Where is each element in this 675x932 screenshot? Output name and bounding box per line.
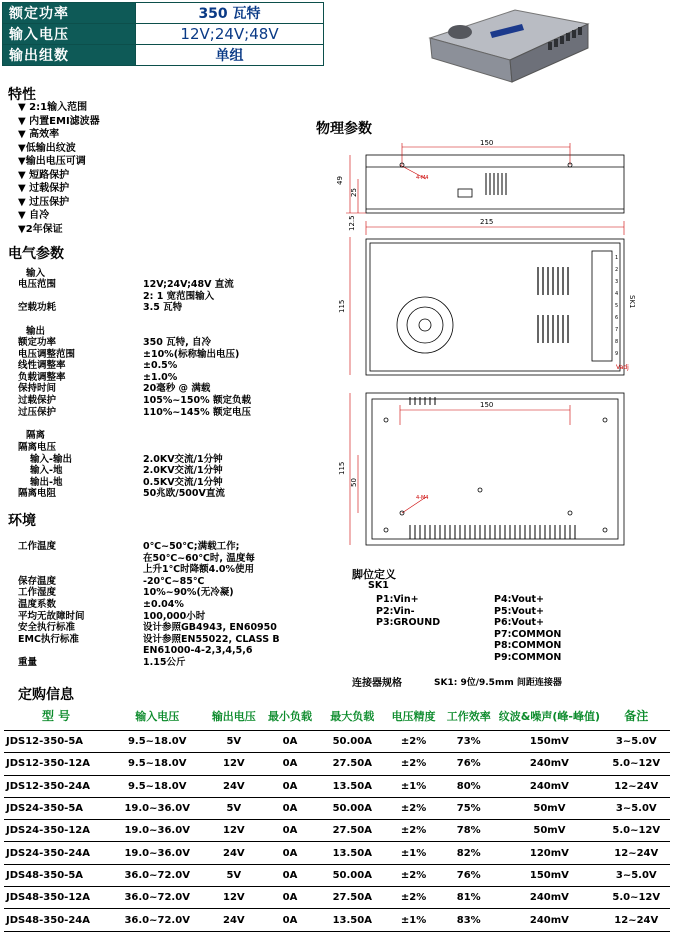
table-cell: 9.5~18.0V (108, 731, 206, 753)
pin-number: 7 (615, 327, 619, 333)
table-cell: 80% (441, 775, 496, 797)
spec-label: 额定功率 (3, 3, 136, 24)
table-cell: 240mV (496, 753, 602, 775)
feature-item: ▼ 过载保护 (18, 183, 70, 194)
dim-label: 4-M4 (416, 495, 429, 501)
table-cell: 0A (261, 842, 318, 864)
param-key: 安全执行标准 (18, 622, 76, 634)
col-header: 最小负载 (261, 702, 318, 731)
table-cell: 0A (261, 753, 318, 775)
features-title: 特性 (8, 87, 36, 103)
table-cell: 0A (261, 797, 318, 819)
table-cell: 5.0~12V (603, 753, 670, 775)
table-cell: 27.50A (319, 753, 386, 775)
param-key (18, 645, 85, 657)
feature-item: ▼2年保证 (18, 223, 63, 235)
param-key (18, 553, 85, 565)
col-header: 输入电压 (108, 702, 206, 731)
table-cell: JDS24-350-24A (4, 842, 108, 864)
param-key: 保存温度 (18, 575, 57, 587)
table-cell: ±2% (386, 887, 441, 909)
table-row (4, 887, 670, 909)
table-cell: 13.50A (319, 909, 386, 931)
table-cell: 0A (261, 820, 318, 842)
table-cell: 0A (261, 775, 318, 797)
param-value: 20毫秒 @ 满载 (143, 383, 211, 395)
dim-label: 115 (338, 461, 346, 475)
pins-left (376, 594, 440, 629)
table-cell: 81% (441, 887, 496, 909)
table-row (4, 842, 670, 864)
dim-label: 12.5 (348, 215, 356, 231)
table-cell: 0A (261, 909, 318, 931)
table-cell: 13.50A (319, 775, 386, 797)
table-row (4, 731, 670, 753)
pin-number: 3 (615, 279, 619, 285)
electrical-title: 电气参数 (8, 246, 64, 262)
table-row (4, 753, 670, 775)
table-cell: 3~5.0V (603, 731, 670, 753)
spec-label: 输出组数 (3, 45, 136, 66)
param-value: 3.5 瓦特 (143, 302, 183, 314)
features-list (18, 101, 100, 236)
feature-item: ▼ 内置EMI滤波器 (18, 115, 100, 127)
input-keys (18, 279, 56, 314)
table-cell: 5V (206, 731, 261, 753)
table-cell: 19.0~36.0V (108, 797, 206, 819)
table-cell: 5.0~12V (603, 820, 670, 842)
table-cell: 24V (206, 842, 261, 864)
col-header: 备注 (603, 702, 670, 731)
pin-def: P9:COMMON (494, 651, 562, 663)
param-key: 平均无故障时间 (18, 610, 85, 622)
table-cell: ±2% (386, 864, 441, 886)
table-cell: 24V (206, 775, 261, 797)
table-cell: 240mV (496, 909, 602, 931)
table-cell: 27.50A (319, 887, 386, 909)
table-cell: 36.0~72.0V (108, 887, 206, 909)
spec-row (3, 3, 324, 24)
table-cell: 150mV (496, 731, 602, 753)
pin-def: P2:Vin- (376, 605, 415, 617)
col-header: 输出电压 (206, 702, 261, 731)
pin-number: 1 (615, 255, 619, 261)
table-cell: 50.00A (319, 797, 386, 819)
table-cell: JDS24-350-12A (4, 820, 108, 842)
table-cell: 76% (441, 864, 496, 886)
isolation-keys (18, 442, 72, 500)
param-key: 工作温度 (18, 541, 57, 552)
pin-def: P5:Vout+ (494, 605, 544, 617)
col-header: 最大负载 (319, 702, 386, 731)
connector-spec-title: 连接器规格 (352, 678, 402, 689)
table-cell: 5V (206, 797, 261, 819)
param-key: 工作湿度 (18, 587, 57, 599)
table-cell: 19.0~36.0V (108, 820, 206, 842)
pins-right (494, 594, 561, 664)
table-cell: 83% (441, 909, 496, 931)
output-keys (18, 337, 75, 418)
dim-label: 25 (350, 188, 358, 197)
param-value: 设计参照GB4943, EN60950 (143, 622, 277, 634)
param-key: EMC执行标准 (18, 633, 79, 645)
table-cell: 27.50A (319, 820, 386, 842)
param-value: ±0.04% (143, 598, 184, 610)
param-key: 温度系数 (18, 598, 57, 610)
spec-value: 350 瓦特 (136, 3, 324, 24)
table-cell: 36.0~72.0V (108, 864, 206, 886)
param-key: 电压范围 (18, 279, 57, 290)
param-key: 隔离电阻 (18, 488, 57, 500)
param-key: 电压调整范围 (18, 348, 76, 360)
param-value: 110%~145% 额定电压 (143, 406, 251, 418)
table-cell: 12V (206, 887, 261, 909)
col-header: 工作效率 (441, 702, 496, 731)
table-cell: 13.50A (319, 842, 386, 864)
pin-number: 5 (615, 303, 619, 309)
output-values (143, 337, 251, 418)
table-cell: 3~5.0V (603, 797, 670, 819)
feature-item: ▼ 高效率 (18, 129, 60, 140)
pin-number: 4 (615, 291, 619, 297)
feature-item: ▼ 自冷 (18, 210, 50, 221)
param-value: 10%~90%(无冷凝) (143, 587, 234, 599)
param-key (18, 564, 85, 576)
param-value: 2.0KV交流/1分钟 (143, 465, 223, 477)
param-value: 上升1℃时降额4.0%使用 (143, 564, 254, 576)
spec-label: 输入电压 (3, 24, 136, 45)
param-key: 额定功率 (18, 337, 57, 348)
table-cell: ±1% (386, 842, 441, 864)
table-row (4, 775, 670, 797)
pin-number: 6 (615, 315, 619, 321)
param-value: 100,000小时 (143, 610, 206, 622)
table-cell: 0A (261, 864, 318, 886)
dim-label: 49 (336, 176, 344, 185)
param-key: 重量 (18, 656, 38, 668)
table-cell: ±1% (386, 775, 441, 797)
param-value: ±10%(标称输出电压) (143, 348, 240, 360)
param-value: -20℃~85℃ (143, 575, 205, 587)
param-value: 在50℃~60℃时, 温度每 (143, 552, 255, 564)
table-cell: 50.00A (319, 731, 386, 753)
param-value: 2.0KV交流/1分钟 (143, 453, 223, 465)
table-cell: 9.5~18.0V (108, 775, 206, 797)
table-cell: JDS48-350-5A (4, 864, 108, 886)
dim-label: SK1 (628, 295, 636, 309)
feature-item: ▼ 过压保护 (18, 196, 70, 208)
spec-value: 单组 (136, 45, 324, 66)
table-cell: 12V (206, 820, 261, 842)
param-value: 50兆欧/500V直流 (143, 488, 225, 500)
table-cell: 240mV (496, 775, 602, 797)
table-cell: 5V (206, 864, 261, 886)
param-key: 保持时间 (18, 383, 57, 395)
param-key: 输出-地 (30, 476, 63, 488)
order-title: 定购信息 (18, 687, 74, 703)
table-cell: 120mV (496, 842, 602, 864)
table-cell: 12~24V (603, 842, 670, 864)
pins-title: 脚位定义 (352, 568, 396, 581)
table-cell: ±2% (386, 731, 441, 753)
dim-label: 50 (350, 478, 358, 487)
dim-label: 150 (480, 401, 494, 409)
param-value: 0℃~50℃;满载工作; (143, 541, 240, 552)
param-value: EN61000-4-2,3,4,5,6 (143, 645, 253, 657)
param-key: 过载保护 (18, 394, 57, 406)
input-values (143, 279, 234, 314)
table-cell: 0A (261, 731, 318, 753)
pin-number: 2 (615, 267, 619, 273)
pin-def: P6:Vout+ (494, 617, 544, 629)
feature-item: ▼ 短路保护 (18, 169, 70, 181)
dim-label: 4-M4 (416, 175, 429, 181)
table-cell: 24V (206, 909, 261, 931)
physical-title: 物理参数 (316, 121, 372, 137)
param-value: ±1.0% (143, 371, 178, 383)
table-row (4, 864, 670, 886)
table-cell: 3~5.0V (603, 864, 670, 886)
dim-label: 115 (338, 299, 346, 313)
table-cell: 36.0~72.0V (108, 909, 206, 931)
col-header: 纹波&噪声(峰-峰值) (496, 702, 602, 731)
table-cell: 75% (441, 797, 496, 819)
table-cell: JDS48-350-12A (4, 887, 108, 909)
param-key: 负载调整率 (18, 371, 66, 383)
table-cell: JDS24-350-5A (4, 797, 108, 819)
pin-def: P7:COMMON (494, 628, 562, 640)
table-cell: 240mV (496, 887, 602, 909)
isolation-heading: 隔离 (26, 430, 46, 441)
table-cell: 12~24V (603, 775, 670, 797)
table-cell: 50mV (496, 797, 602, 819)
param-key: 线性调整率 (18, 360, 66, 372)
table-row (4, 909, 670, 931)
environment-keys (18, 541, 85, 669)
table-cell: ±2% (386, 820, 441, 842)
param-key (18, 291, 56, 303)
feature-item: ▼ 2:1输入范围 (18, 102, 88, 113)
connector-spec-value: SK1: 9位/9.5mm 间距连接器 (434, 678, 562, 688)
param-value: 105%~150% 额定负载 (143, 394, 251, 406)
table-cell: 76% (441, 753, 496, 775)
col-header: 型 号 (4, 702, 108, 731)
feature-item: ▼输出电压可调 (18, 156, 86, 167)
dim-label: 150 (480, 139, 494, 147)
spec-row (3, 24, 324, 45)
pin-number: 8 (615, 339, 619, 345)
order-table (4, 702, 670, 932)
spec-value: 12V;24V;48V (136, 24, 324, 45)
param-value: 设计参照EN55022, CLASS B (143, 633, 280, 645)
environment-title: 环境 (8, 513, 36, 529)
table-cell: JDS12-350-12A (4, 753, 108, 775)
table-cell: 150mV (496, 864, 602, 886)
param-value: 2: 1 宽范围输入 (143, 290, 215, 302)
feature-item: ▼低输出纹波 (18, 142, 76, 154)
col-header: 电压精度 (386, 702, 441, 731)
table-cell: 9.5~18.0V (108, 753, 206, 775)
pin-def: P3:GROUND (376, 617, 441, 629)
table-cell: 0A (261, 887, 318, 909)
param-key: 过压保护 (18, 406, 57, 418)
param-value: ±0.5% (143, 360, 178, 372)
table-cell: JDS48-350-24A (4, 909, 108, 931)
table-cell: 82% (441, 842, 496, 864)
connector-label: SK1 (368, 580, 389, 591)
param-key: 空载功耗 (18, 302, 57, 314)
table-cell: 5.0~12V (603, 887, 670, 909)
spec-table (2, 2, 324, 66)
table-cell: 78% (441, 820, 496, 842)
order-header-row (4, 702, 670, 731)
table-cell: 12V (206, 753, 261, 775)
pin-def: P4:Vout+ (494, 594, 544, 605)
table-row (4, 820, 670, 842)
table-cell: 73% (441, 731, 496, 753)
param-key: 隔离电压 (18, 442, 57, 453)
dim-label: Vadj (616, 364, 629, 371)
mechanical-drawing (330, 135, 660, 555)
pin-def: P1:Vin+ (376, 594, 419, 605)
pin-def: P8:COMMON (494, 640, 562, 652)
table-cell: 50mV (496, 820, 602, 842)
param-value: 1.15公斤 (143, 656, 186, 668)
param-value (143, 442, 225, 454)
param-value: 0.5KV交流/1分钟 (143, 476, 223, 488)
table-cell: JDS12-350-5A (4, 731, 108, 753)
order-body (4, 731, 670, 932)
table-cell: 50.00A (319, 864, 386, 886)
table-cell: ±2% (386, 797, 441, 819)
param-value: 350 瓦特, 自冷 (143, 337, 212, 348)
table-row (4, 797, 670, 819)
table-cell: 19.0~36.0V (108, 842, 206, 864)
product-photo (420, 2, 590, 94)
table-cell: 12~24V (603, 909, 670, 931)
pin-number: 9 (615, 351, 619, 357)
param-key: 输入-地 (30, 465, 63, 477)
environment-values (143, 541, 280, 669)
table-cell: ±1% (386, 909, 441, 931)
param-value: 12V;24V;48V 直流 (143, 279, 234, 290)
isolation-values (143, 442, 225, 500)
input-heading: 输入 (26, 268, 46, 279)
spec-row (3, 45, 324, 66)
output-heading: 输出 (26, 326, 46, 337)
dim-label: 215 (480, 218, 494, 226)
table-cell: ±2% (386, 753, 441, 775)
param-key: 输入-输出 (30, 453, 72, 465)
table-cell: JDS12-350-24A (4, 775, 108, 797)
